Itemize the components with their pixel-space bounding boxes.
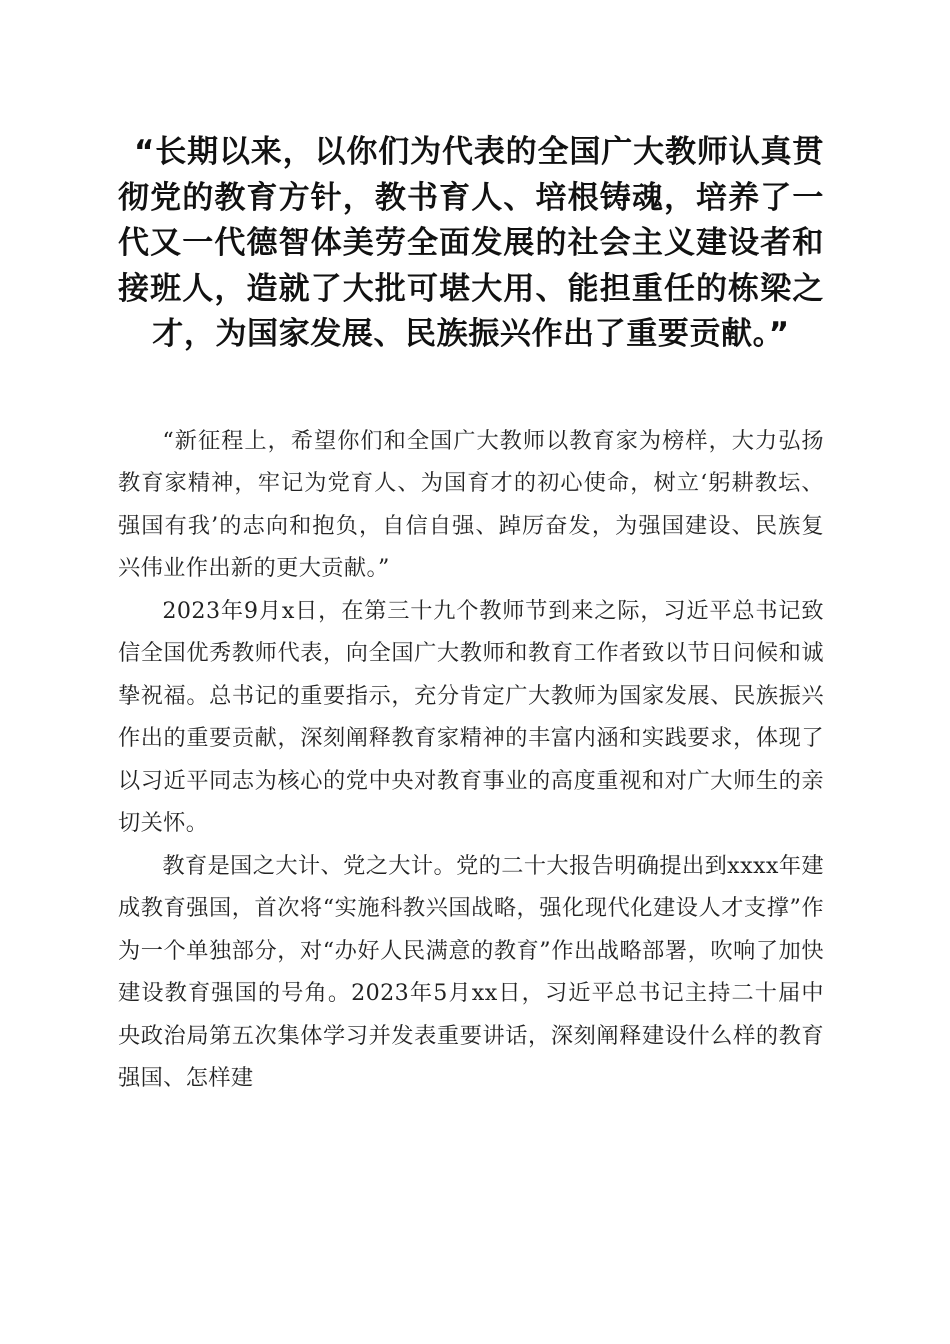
paragraph-1: “新征程上，希望你们和全国广大教师以教育家为榜样，大力弘扬教育家精神，牢记为党育人、为国育才的初心使命，树立‘躬耕教坛、强国有我’的志向和抱负，自信自强、踔厉奋发，为强国建设、民族复兴伟业作出新的更大贡献。” xyxy=(118,427,824,581)
paragraph-2: 2023年9月x日，在第三十九个教师节到来之际，习近平总书记致信全国优秀教师代表，向全国广大教师和教育工作者致以节日问候和诚挚祝福。总书记的重要指示，充分肯定广大教师为国家发展、民族振兴作出的重要贡献，深刻阐释教育家精神的丰富内涵和实践要求，体现了以习近平同志为核心的党中央对教育事业的高度重视和对广大师生的亲切关怀。 xyxy=(118,597,824,836)
document-body xyxy=(118,420,824,1100)
document-page xyxy=(118,130,824,1100)
paragraph-3: 教育是国之大计、党之大计。党的二十大报告明确提出到xxxx年建成教育强国，首次将“实施科教兴国战略，强化现代化建设人才支撑”作为一个单独部分，对“办好人民满意的教育”作出战略部署，吹响了加快建设教育强国的号角。2023年5月xx日，习近平总书记主持二十届中央政治局第五次集体学习并发表重要讲话，深刻阐释建设什么样的教育强国、怎样建 xyxy=(118,852,824,1091)
document-title: “长期以来，以你们为代表的全国广大教师认真贯彻党的教育方针，教书育人、培根铸魂，培养了一代又一代德智体美劳全面发展的社会主义建设者和接班人，造就了大批可堪大用、能担重任的栋梁之才，为国家发展、民族振兴作出了重要贡献。” xyxy=(118,134,824,352)
